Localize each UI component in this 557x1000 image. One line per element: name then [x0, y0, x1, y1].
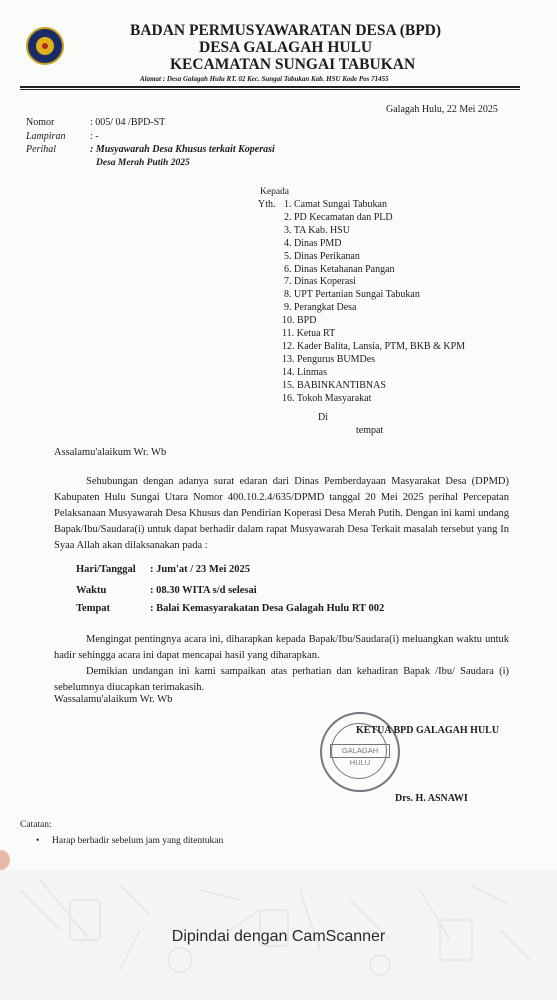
bpd-logo-icon — [26, 27, 64, 65]
perihal-label: Perihal — [26, 144, 56, 155]
nomor-label: Nomor — [26, 117, 55, 128]
schedule-place-value: : Balai Kemasyarakatan Desa Galagah Hulu RT 002 — [150, 603, 385, 614]
page-edge-mark — [0, 850, 10, 870]
recipient-item: 3. TA Kab. HSU — [284, 224, 350, 236]
signature-title: KETUA BPD GALAGAH HULU — [356, 725, 500, 736]
letterhead-divider — [20, 86, 520, 88]
recipient-item: 1. Camat Sungai Tabukan — [284, 199, 387, 210]
kepada-label: Kepada — [260, 187, 290, 197]
body-paragraph: Sehubungan dengan adanya surat edaran dari Dinas Pemberdayaan Masyarakat Desa (DPMD) Kabupaten Hulu Sungai Utara Nomor 400.10.2.4/635/DPMD tanggal 20 Mei 2025 perihal Percepatan Pelaksanaan Musyawarah Desa Khusus dan Pendirian Koperasi Desa Merah Putih. Dengan ini kami undang Bapak/Ibu/Saudara(i) untuk dapat berhadir dalam rapat Musyawarah Desa Terkait masalah tersebut yang In Syaa Allah akan dilaksanakan pada : — [54, 476, 509, 551]
catatan-bullet: • — [36, 836, 40, 846]
lampiran-label: Lampiran — [26, 131, 66, 142]
closing-greeting: Wassalamu'alaikum Wr. Wb — [54, 694, 173, 705]
di-label: Di — [318, 412, 328, 423]
recipient-item: 4. Dinas PMD — [284, 237, 342, 249]
catatan-item: Harap berhadir sebelum jam yang ditentukan — [52, 836, 224, 846]
letterhead-line3: KECAMATAN SUNGAI TABUKAN — [170, 56, 416, 73]
recipient-item: 12. Kader Balita, Lansia, PTM, BKB & KPM — [282, 340, 466, 352]
recipient-item: 6. Dinas Ketahanan Pangan — [284, 263, 395, 275]
closing-paragraph-2: Demikian undangan ini kami sampaikan atas perhatian dan kehadiran Bapak /Ibu/ Saudara (i) sebelumnya diucapkan terimakasih. — [54, 666, 509, 693]
catatan-label: Catatan: — [20, 820, 52, 830]
schedule-time-value: : 08.30 WITA s/d selesai — [150, 585, 257, 596]
recipient-item: 13. Pengurus BUMDes — [282, 353, 376, 365]
scanner-label: Dipindai dengan CamScanner — [171, 928, 386, 945]
official-stamp — [320, 712, 400, 792]
nomor-value: : 005/ 04 /BPD-ST — [90, 117, 166, 128]
recipient-item: 14. Linmas — [282, 366, 327, 378]
schedule-time-label: Waktu — [76, 585, 107, 596]
recipient-item: 16. Tokoh Masyarakat — [282, 392, 372, 404]
tempat-label: tempat — [356, 425, 384, 436]
schedule-place-label: Tempat — [76, 603, 111, 614]
signature-name: Drs. H. ASNAWI — [395, 793, 468, 804]
perihal-value: : Musyawarah Desa Khusus terkait Koperasi — [90, 144, 275, 155]
stamp-text: GALAGAH HULU — [330, 744, 390, 758]
recipient-item: 9. Perangkat Desa — [284, 302, 357, 314]
schedule-day-label: Hari/Tanggal — [76, 564, 136, 575]
recipient-item: 2. PD Kecamatan dan PLD — [284, 211, 393, 223]
schedule-day-value: : Jum'at / 23 Mei 2025 — [150, 564, 251, 575]
letterhead-line1: BADAN PERMUSYAWARATAN DESA (BPD) — [130, 22, 442, 39]
letterhead-divider-thin — [20, 89, 520, 90]
yth-label: Yth. — [258, 199, 276, 210]
opening-greeting: Assalamu'alaikum Wr. Wb — [54, 447, 167, 458]
recipient-item: 8. UPT Pertanian Sungai Tabukan — [284, 289, 420, 301]
letterhead-address: Alamat : Desa Galagah Hulu RT. 02 Kec. Sungai Tabukan Kab. HSU Kode Pos 71455 — [140, 75, 389, 83]
recipient-item: 11. Ketua RT — [282, 328, 336, 339]
recipient-item: 7. Dinas Koperasi — [284, 276, 356, 288]
recipient-item: 15. BABINKANTIBNAS — [282, 379, 386, 391]
recipient-item: 5. Dinas Perikanan — [284, 250, 360, 262]
closing-paragraph-1: Mengingat pentingnya acara ini, diharapkan kepada Bapak/Ibu/Saudara(i) meluangkan waktu untuk hadir sehingga acara ini dapat mencapai hasil yang diharapkan. — [54, 634, 509, 661]
recipient-item: 10. BPD — [282, 315, 317, 327]
letterhead-line2: DESA GALAGAH HULU — [199, 39, 373, 56]
date-line: Galagah Hulu, 22 Mei 2025 — [386, 104, 498, 115]
lampiran-value: : - — [90, 131, 99, 142]
perihal-value-line2: Desa Merah Putih 2025 — [96, 158, 190, 168]
